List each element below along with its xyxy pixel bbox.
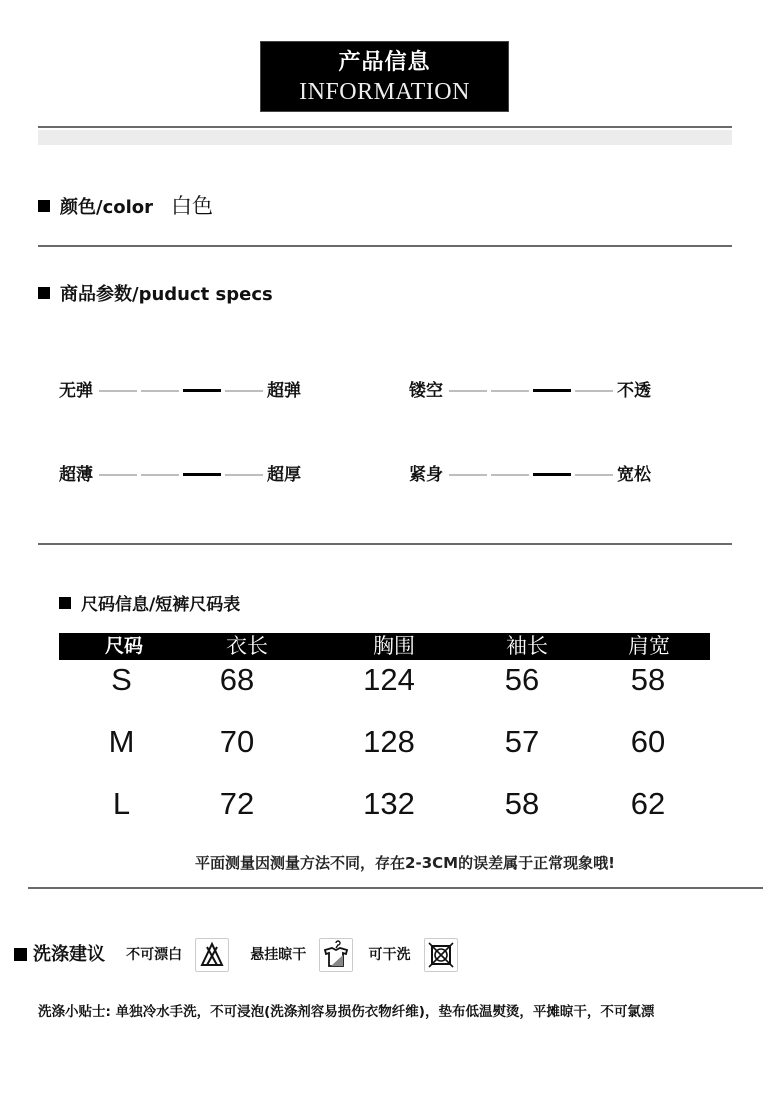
wash-item-label: 悬挂晾干 xyxy=(250,946,307,963)
table-row xyxy=(59,786,710,828)
wash-label: 洗涤建议 xyxy=(33,943,105,965)
divider-specs xyxy=(38,543,732,545)
scale-segment xyxy=(225,390,263,392)
scale-segment-active xyxy=(183,473,221,476)
wash-item-label: 不可漂白 xyxy=(126,946,183,963)
divider-size xyxy=(28,887,763,889)
gray-band xyxy=(38,130,732,145)
square-bullet-icon xyxy=(14,948,27,961)
specs-label: 商品参数/puduct specs xyxy=(60,284,273,305)
cell-sleeve: 56 xyxy=(504,662,540,697)
scale-segment-active xyxy=(533,473,571,476)
scale-segment xyxy=(575,390,613,392)
cell-length: 70 xyxy=(219,724,255,759)
cell-size: M xyxy=(108,724,135,759)
table-row xyxy=(59,724,710,766)
scale-segment xyxy=(449,390,487,392)
wash-care-row xyxy=(14,935,464,973)
wash-tips: 洗涤小贴士: 单独冷水手洗，不可浸泡(洗涤剂容易损伤衣物纤维)，垫布低温熨烫，平摊晾干，不可氯漂 xyxy=(38,1004,655,1020)
scale-right-label: 宽松 xyxy=(617,464,651,485)
square-bullet-icon xyxy=(59,597,71,609)
specs-heading xyxy=(38,280,273,306)
color-row xyxy=(38,190,213,220)
cell-sleeve: 58 xyxy=(504,786,540,821)
scale-segment xyxy=(575,474,613,476)
scale-left-label: 无弹 xyxy=(59,380,93,401)
scale-segment-active xyxy=(533,389,571,392)
scale-segment xyxy=(449,474,487,476)
table-row xyxy=(59,662,710,704)
scale-right-label: 超厚 xyxy=(267,464,301,485)
divider-color xyxy=(38,245,732,247)
cell-sleeve: 57 xyxy=(504,724,540,759)
scale-left-label: 超薄 xyxy=(59,464,93,485)
scale-segment xyxy=(99,474,137,476)
scale-fit xyxy=(409,463,651,485)
col-shoulder: 肩宽 xyxy=(628,634,670,658)
size-table-header xyxy=(59,633,710,660)
cell-length: 72 xyxy=(219,786,255,821)
scale-segment xyxy=(141,390,179,392)
cell-chest: 132 xyxy=(363,786,415,821)
scale-left-label: 镂空 xyxy=(409,380,443,401)
info-title-banner xyxy=(260,41,509,112)
scale-right-label: 超弹 xyxy=(267,380,301,401)
scale-segment xyxy=(491,474,529,476)
scale-thickness xyxy=(59,463,301,485)
no-tumble-dry-icon xyxy=(424,938,458,972)
cell-size: S xyxy=(111,662,132,697)
scale-segment-active xyxy=(183,389,221,392)
col-size: 尺码 xyxy=(104,635,143,657)
cell-chest: 128 xyxy=(363,724,415,759)
cell-length: 68 xyxy=(219,662,255,697)
color-label: 颜色/color xyxy=(60,197,154,218)
scale-segment xyxy=(99,390,137,392)
scale-segment xyxy=(141,474,179,476)
scale-elasticity xyxy=(59,379,301,401)
cell-shoulder: 62 xyxy=(630,786,666,821)
col-sleeve: 袖长 xyxy=(506,634,548,658)
scale-segment xyxy=(491,390,529,392)
hang-dry-icon xyxy=(319,938,353,972)
color-value: 白色 xyxy=(171,194,214,218)
square-bullet-icon xyxy=(38,200,50,212)
measurement-note: 平面测量因测量方法不同，存在2-3CM的误差属于正常现象哦! xyxy=(195,854,615,872)
scale-transparency xyxy=(409,379,651,401)
wash-item-label: 可干洗 xyxy=(368,946,411,963)
scale-right-label: 不透 xyxy=(617,380,651,401)
cell-size: L xyxy=(112,786,131,821)
cell-shoulder: 58 xyxy=(630,662,666,697)
square-bullet-icon xyxy=(38,287,50,299)
cell-chest: 124 xyxy=(363,662,415,697)
col-chest: 胸围 xyxy=(373,634,415,658)
title-english: INFORMATION xyxy=(299,79,470,105)
scale-left-label: 紧身 xyxy=(409,464,443,485)
no-bleach-icon xyxy=(195,938,229,972)
divider-top xyxy=(38,126,732,128)
cell-shoulder: 60 xyxy=(630,724,666,759)
size-label: 尺码信息/短裤尺码表 xyxy=(81,595,241,615)
title-chinese: 产品信息 xyxy=(338,50,431,75)
col-length: 衣长 xyxy=(226,634,268,658)
size-heading xyxy=(59,590,240,615)
scale-segment xyxy=(225,474,263,476)
